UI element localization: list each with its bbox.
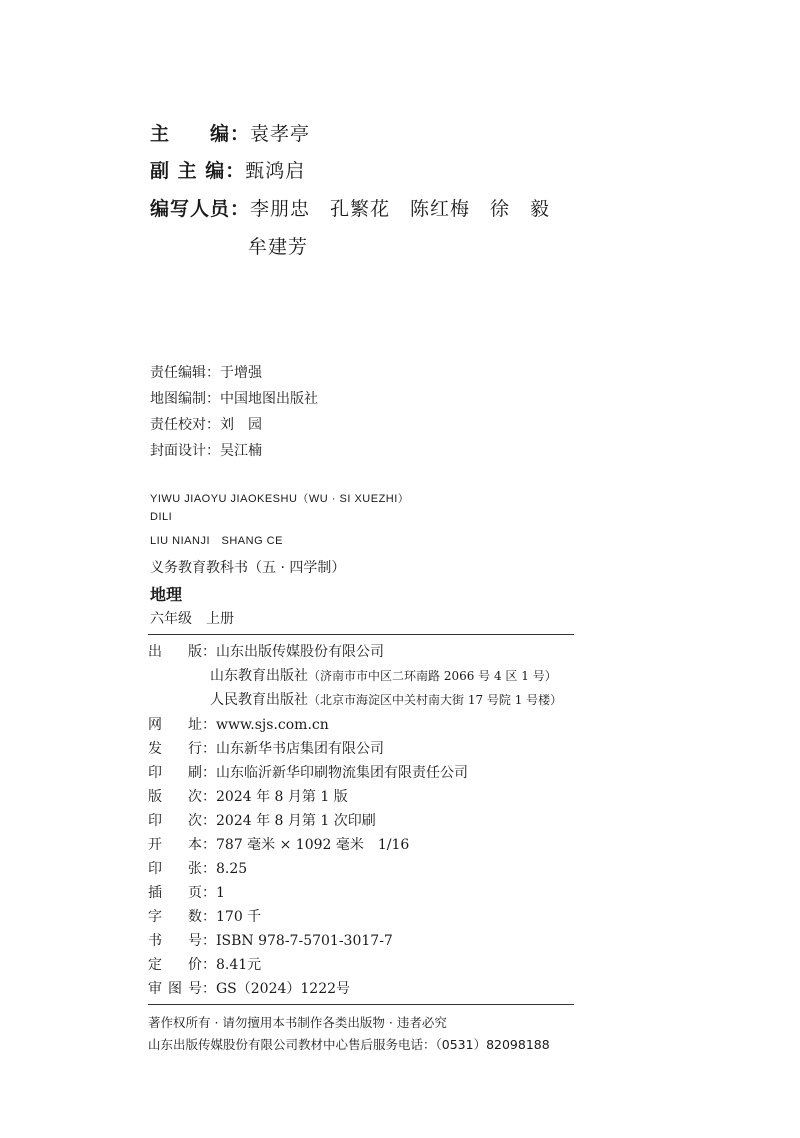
resp-label: 责任校对： bbox=[150, 417, 220, 433]
subject-title: 地理 bbox=[150, 585, 183, 604]
responsibility-editor bbox=[150, 362, 262, 382]
pinyin-line-3: LIU NIANJI SHANG CE bbox=[150, 535, 283, 547]
info-value: 8.25 bbox=[216, 861, 248, 877]
resp-value: 吴江楠 bbox=[220, 443, 262, 459]
info-label: 印 张 bbox=[148, 861, 202, 877]
pinyin-line-1: YIWU JIAOYU JIAOKESHU（WU · SI XUEZHI） bbox=[150, 493, 410, 505]
info-colon: ： bbox=[202, 789, 216, 805]
chief-editor-row bbox=[150, 119, 310, 146]
deputy-editor-name: 甄鸿启 bbox=[245, 160, 306, 182]
info-colon: ： bbox=[202, 765, 216, 781]
writers-names-line2: 牟建芳 bbox=[248, 236, 309, 258]
info-row-isbn bbox=[148, 930, 393, 950]
publisher-3-address: （北京市海淀区中关村南大街 17 号院 1 号楼） bbox=[308, 693, 563, 707]
info-value: ISBN 978-7-5701-3017-7 bbox=[216, 933, 393, 949]
info-colon: ： bbox=[202, 741, 216, 757]
info-colon: ： bbox=[202, 933, 216, 949]
info-row-format bbox=[148, 834, 409, 854]
publisher-2: 山东教育出版社 bbox=[210, 668, 308, 684]
info-value: 山东临沂新华印刷物流集团有限责任公司 bbox=[216, 765, 468, 781]
info-colon: ： bbox=[202, 957, 216, 973]
info-label: 发 行 bbox=[148, 741, 202, 757]
publisher-3-row bbox=[210, 689, 562, 709]
publisher-2-address: （济南市市中区二环南路 2066 号 4 区 1 号） bbox=[308, 669, 557, 683]
publisher-2-row bbox=[210, 665, 557, 685]
info-label: 插 页 bbox=[148, 885, 202, 901]
top-divider bbox=[148, 634, 574, 635]
responsibility-map bbox=[150, 388, 318, 408]
deputy-editor-row bbox=[150, 156, 305, 183]
info-row-price bbox=[148, 954, 261, 974]
info-value: 2024 年 8 月第 1 次印刷 bbox=[216, 813, 376, 829]
info-label: 出 版 bbox=[148, 644, 202, 660]
info-label: 定 价 bbox=[148, 957, 202, 973]
resp-value: 刘 园 bbox=[220, 417, 262, 433]
bottom-divider bbox=[148, 1004, 574, 1005]
info-row-inserts bbox=[148, 882, 225, 902]
info-row-edition bbox=[148, 786, 348, 806]
info-value: www.sjs.com.cn bbox=[216, 717, 329, 733]
info-row-distribution bbox=[148, 738, 384, 758]
resp-value: 中国地图出版社 bbox=[220, 391, 318, 407]
info-row-impression bbox=[148, 810, 376, 830]
info-colon: ： bbox=[202, 717, 216, 733]
info-label: 字 数 bbox=[148, 909, 202, 925]
resp-value: 于增强 bbox=[220, 365, 262, 381]
writers-row-2 bbox=[248, 232, 308, 259]
service-phone: 山东出版传媒股份有限公司教材中心售后服务电话：（0531）82098188 bbox=[148, 1037, 550, 1052]
info-colon: ： bbox=[202, 644, 216, 660]
info-value: 170 千 bbox=[216, 909, 262, 925]
series-title: 义务教育教科书（五 · 四学制） bbox=[150, 560, 346, 576]
info-value: GS（2024）1222号 bbox=[216, 981, 351, 997]
info-colon: ： bbox=[202, 885, 216, 901]
info-colon: ： bbox=[202, 813, 216, 829]
info-label: 印 次 bbox=[148, 813, 202, 829]
resp-label: 封面设计： bbox=[150, 443, 220, 459]
deputy-editor-label: 副 主 编： bbox=[150, 160, 246, 182]
info-label: 印 刷 bbox=[148, 765, 202, 781]
info-row-map-approval bbox=[148, 978, 350, 998]
resp-label: 责任编辑： bbox=[150, 365, 220, 381]
writers-label: 编写人员： bbox=[150, 198, 251, 220]
info-value: 山东新华书店集团有限公司 bbox=[216, 741, 384, 757]
writers-names-line1: 李朋忠 孔繁花 陈红梅 徐 毅 bbox=[250, 198, 551, 220]
info-value: 1 bbox=[216, 885, 225, 901]
info-colon: ： bbox=[202, 861, 216, 877]
resp-label: 地图编制： bbox=[150, 391, 220, 407]
info-label: 书 号 bbox=[148, 933, 202, 949]
writers-row bbox=[150, 194, 550, 221]
publisher-1: 山东出版传媒股份有限公司 bbox=[216, 644, 384, 660]
info-value: 8.41元 bbox=[216, 957, 262, 973]
chief-editor-name: 袁孝亭 bbox=[250, 123, 311, 145]
info-colon: ： bbox=[202, 981, 216, 997]
info-row-website bbox=[148, 714, 329, 734]
copyright-notice: 著作权所有 · 请勿擅用本书制作各类出版物 · 违者必究 bbox=[148, 1015, 447, 1030]
info-label: 版 次 bbox=[148, 789, 202, 805]
info-row-wordcount bbox=[148, 906, 261, 926]
responsibility-proofread bbox=[150, 414, 262, 434]
info-value: 2024 年 8 月第 1 版 bbox=[216, 789, 348, 805]
publisher-row bbox=[148, 641, 384, 661]
publisher-3: 人民教育出版社 bbox=[210, 692, 308, 708]
info-value: 787 毫米 × 1092 毫米 1/16 bbox=[216, 837, 410, 853]
info-label: 网 址 bbox=[148, 717, 202, 733]
pinyin-line-2: DILI bbox=[150, 511, 173, 523]
info-label: 审图号 bbox=[148, 981, 202, 997]
info-colon: ： bbox=[202, 837, 216, 853]
info-row-sheets bbox=[148, 858, 247, 878]
chief-editor-label: 主 编： bbox=[150, 123, 251, 145]
info-label: 开 本 bbox=[148, 837, 202, 853]
responsibility-cover bbox=[150, 440, 262, 460]
info-colon: ： bbox=[202, 909, 216, 925]
grade-volume: 六年级 上册 bbox=[150, 611, 234, 627]
info-row-printing bbox=[148, 762, 468, 782]
